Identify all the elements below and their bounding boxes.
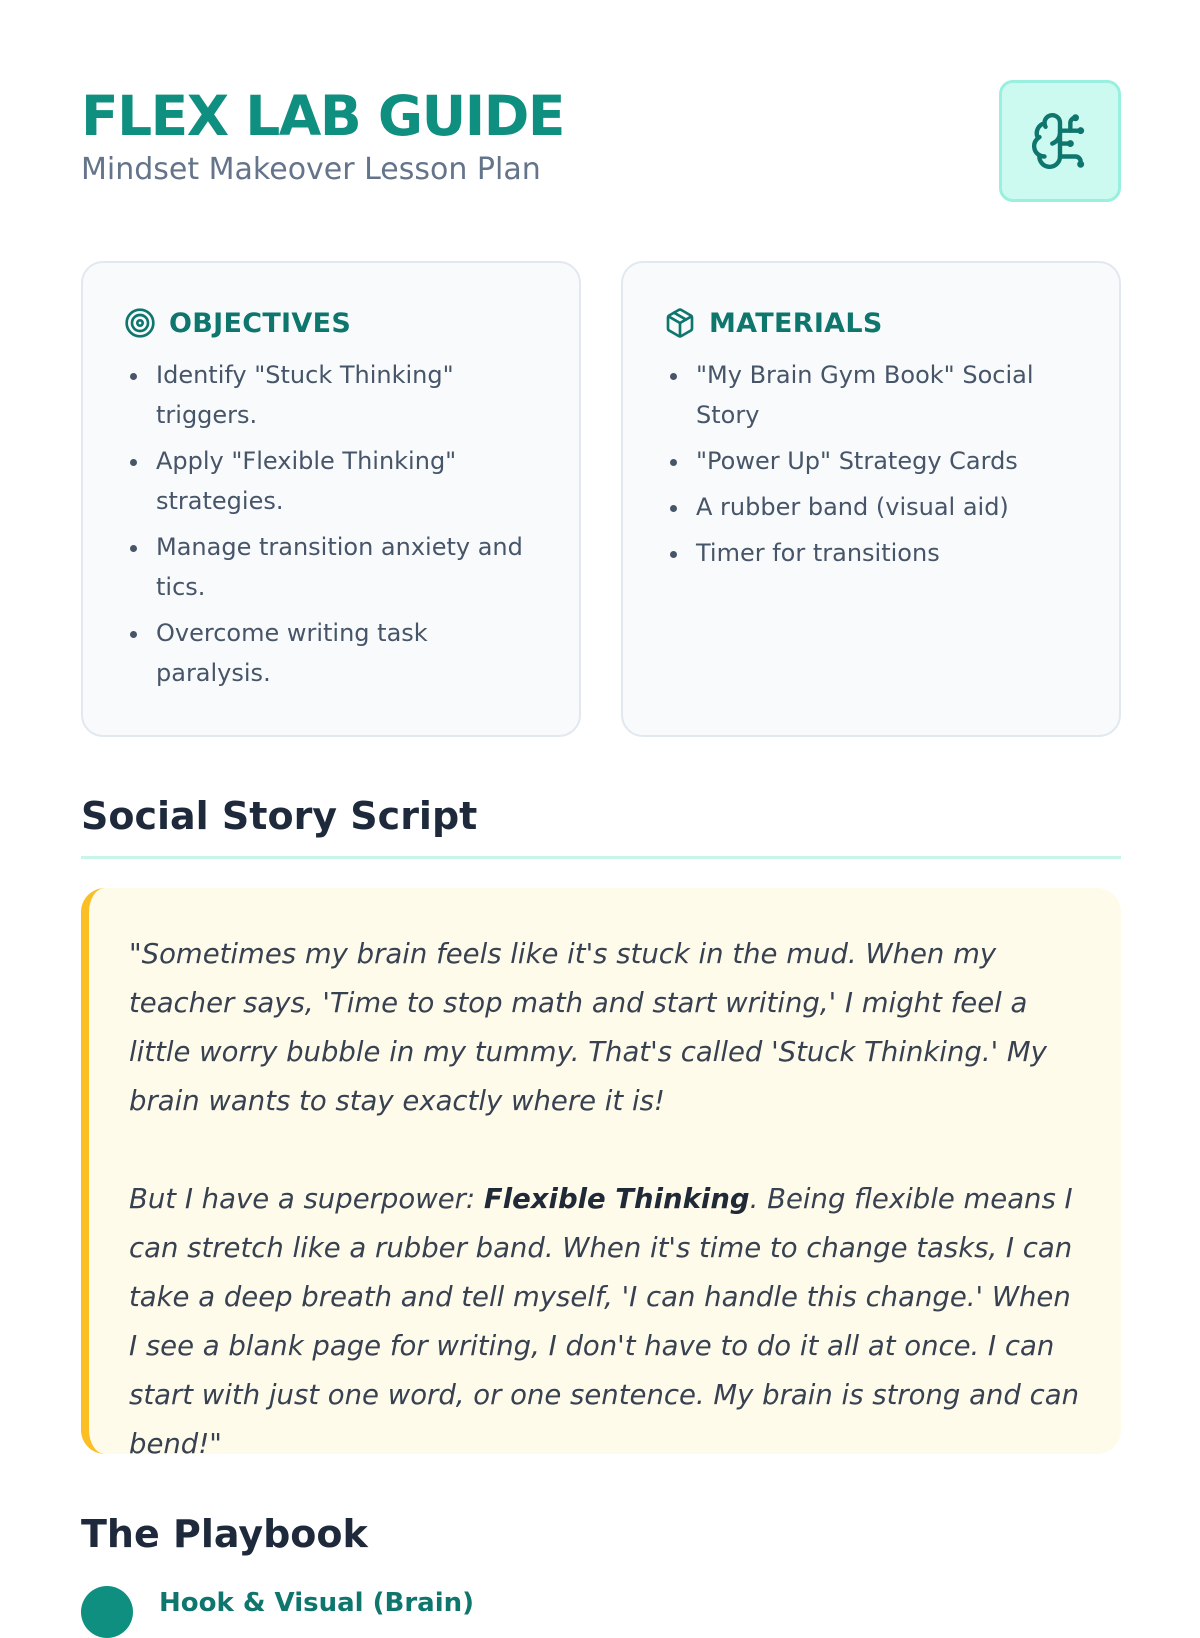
materials-header <box>663 303 1079 343</box>
materials-list <box>663 355 1079 573</box>
story-text: . Being flexible means I can stretch like a rubber band. When it's time to change tasks, I can take a deep breath and tell myself, 'I can handle this change.' When I see a blank page for writing, I don't have to do it all at once. I can start with just one word, or one sentence. My brain is strong and can bend!" <box>129 1183 1080 1460</box>
story-emphasis: Flexible Thinking <box>483 1183 750 1215</box>
playbook-step <box>81 1586 1121 1626</box>
list-item: Identify "Stuck Thinking" triggers. <box>156 355 539 435</box>
materials-card <box>621 261 1121 737</box>
brain-icon <box>1029 110 1091 172</box>
playbook-heading: The Playbook <box>81 1512 368 1556</box>
list-item: Manage transition anxiety and tics. <box>156 527 539 607</box>
page-header <box>81 80 1121 210</box>
list-item: Apply "Flexible Thinking" strategies. <box>156 441 539 521</box>
page-subtitle: Mindset Makeover Lesson Plan <box>81 152 541 187</box>
story-paragraph-2 <box>129 1175 1085 1469</box>
list-item: Timer for transitions <box>696 533 1079 573</box>
list-item: A rubber band (visual aid) <box>696 487 1079 527</box>
overview-cards <box>81 261 1121 737</box>
step-number-badge <box>81 1586 133 1638</box>
objectives-header <box>123 303 539 343</box>
step-label: Hook & Visual (Brain) <box>159 1588 474 1618</box>
box-icon <box>663 306 697 340</box>
objectives-list <box>123 355 539 693</box>
social-story-quote <box>81 888 1121 1460</box>
list-item: "Power Up" Strategy Cards <box>696 441 1079 481</box>
list-item: "My Brain Gym Book" Social Story <box>696 355 1079 435</box>
section-divider <box>81 856 1121 859</box>
brain-badge <box>999 80 1121 202</box>
story-text: But I have a superpower: <box>129 1183 484 1215</box>
page-title: FLEX LAB GUIDE <box>81 84 564 148</box>
objectives-card <box>81 261 581 737</box>
list-item: Overcome writing task paralysis. <box>156 613 539 693</box>
social-story-heading: Social Story Script <box>81 794 478 838</box>
materials-title: MATERIALS <box>709 307 883 339</box>
target-icon <box>123 306 157 340</box>
story-paragraph-1: "Sometimes my brain feels like it's stuck in the mud. When my teacher says, 'Time to stop math and start writing,' I might feel a little worry bubble in my tummy. That's called 'Stuck Thinking.' My brain wants to stay exactly where it is! <box>129 938 1047 1117</box>
objectives-title: OBJECTIVES <box>169 307 352 339</box>
